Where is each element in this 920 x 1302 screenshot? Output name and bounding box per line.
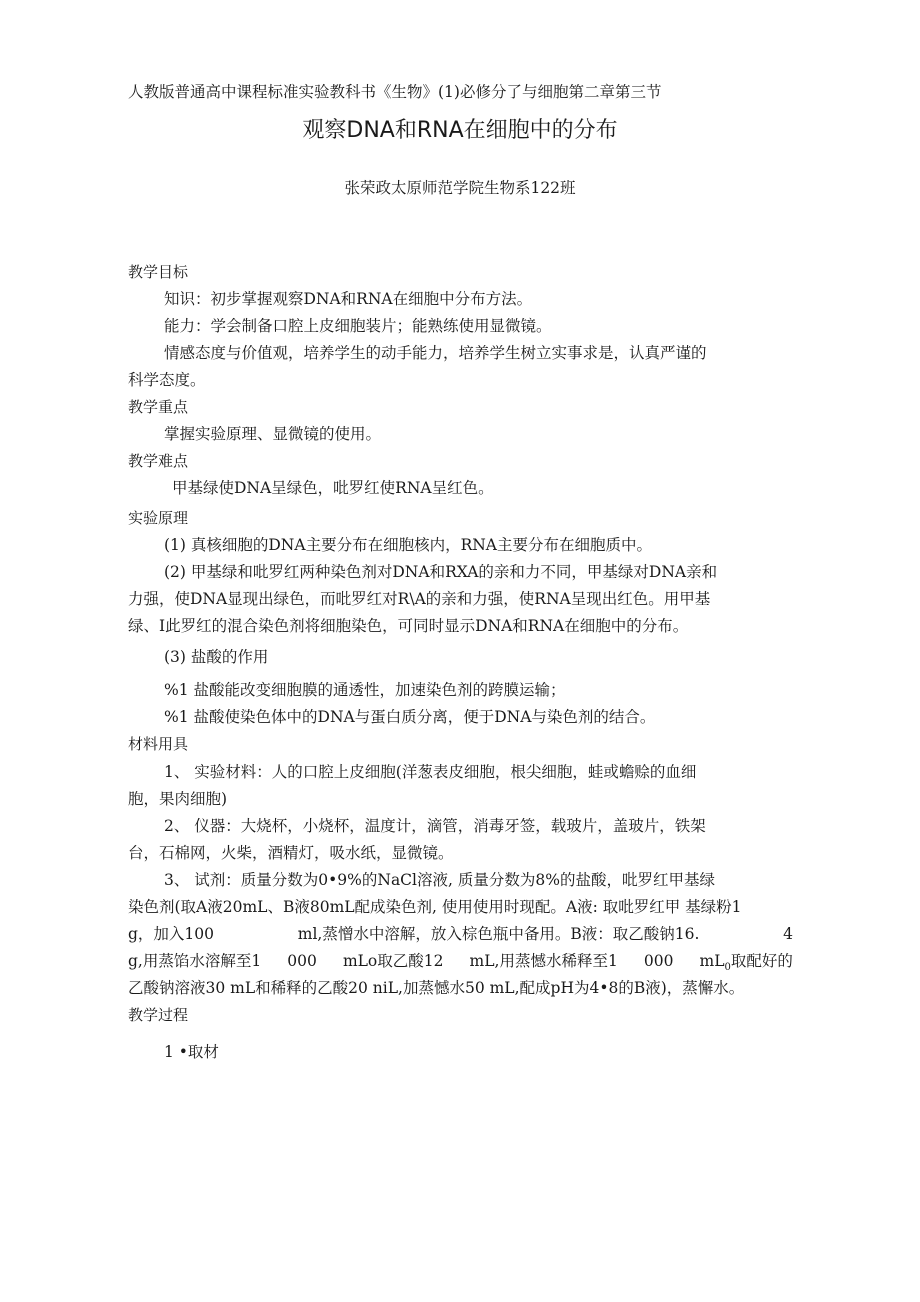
materials-m2-line2: 台，石棉网，火柴，酒精灯，吸水纸，显微镜。 bbox=[128, 844, 454, 862]
m3-line3-part-b: ml,蒸憎水中溶解，放入棕色瓶中备用。B液：取乙酸钠16. bbox=[297, 925, 700, 943]
objective-attitude-line1: 情感态度与价值观，培养学生的动手能力，培养学生树立实事求是，认真严谨的 bbox=[164, 344, 707, 362]
m3-line3-part-a: g，加入100 bbox=[128, 925, 215, 943]
key-point-text: 掌握实验原理、显微镜的使用。 bbox=[164, 425, 382, 443]
principle-heading: 实验原理 bbox=[128, 509, 189, 527]
page-title: 观察DNA和RNA在细胞中的分布 bbox=[302, 118, 618, 143]
materials-heading: 材料用具 bbox=[128, 735, 189, 753]
difficulty-heading: 教学难点 bbox=[128, 452, 189, 470]
objective-ability: 能力：学会制备口腔上皮细胞装片；能熟练使用显微镜。 bbox=[164, 317, 552, 335]
materials-m3-line1: 3、 试剂：质量分数为0•9%的NaCl溶液, 质量分数为8%的盐酸，吡罗红甲基绿 bbox=[164, 871, 715, 889]
m3-line4-subscript: 0 bbox=[724, 962, 731, 974]
principle-p3-b: %1 盐酸使染色体中的DNA与蛋白质分离，便于DNA与染色剂的结合。 bbox=[164, 708, 656, 726]
process-step1: 1 •取材 bbox=[164, 1043, 219, 1061]
m3-line4-part-d: mL,用蒸憾水稀释至1 bbox=[469, 952, 618, 970]
materials-m1-line2: 胞，果肉细胞) bbox=[128, 790, 228, 808]
m3-line3-part-c: 4 bbox=[783, 925, 793, 943]
m3-line4-unit: mL bbox=[699, 952, 725, 970]
header-subtitle: 人教版普通高中课程标准实验教科书《生物》(1)必修分了与细胞第二章第三节 bbox=[128, 83, 662, 101]
principle-p1: (1) 真核细胞的DNA主要分布在细胞核内，RNA主要分布在细胞质中。 bbox=[164, 536, 652, 554]
process-heading: 教学过程 bbox=[128, 1006, 189, 1024]
materials-m3-line2: 染色剂(取A液20mL、B液80mL配成染色剂, 使用使用时现配。A液: 取吡罗红甲 基绿粉1 bbox=[128, 898, 742, 916]
key-point-heading: 教学重点 bbox=[128, 398, 189, 416]
m3-line4-tail: 取配好的 bbox=[730, 952, 793, 970]
objective-knowledge: 知识：初步掌握观察DNA和RNA在细胞中分布方法。 bbox=[164, 290, 533, 308]
principle-p2-line2: 力强，使DNA显现出绿色，而吡罗红对R\A的亲和力强，使RNA呈现出红色。用甲基 bbox=[128, 590, 711, 608]
principle-p2-line1: (2) 甲基绿和吡罗红两种染色剂对DNA和RXA的亲和力不同，甲基绿对DNA亲和 bbox=[164, 563, 718, 581]
principle-p3: (3) 盐酸的作用 bbox=[164, 648, 269, 666]
m3-line4-part-a: g,用蒸馅水溶解至1 bbox=[128, 952, 262, 970]
materials-m3-line5: 乙酸钠溶液30 mL和稀释的乙酸20 niL,加蒸憾水50 mL,配成pH为4•8的B液)，蒸懈水。 bbox=[128, 979, 745, 997]
principle-p2-line3: 绿、I此罗红的混合染色剂将细胞染色，可同时显示DNA和RNA在细胞中的分布。 bbox=[128, 617, 689, 635]
m3-line4-part-f bbox=[700, 951, 793, 978]
materials-m3-line3 bbox=[128, 924, 793, 944]
author-line: 张荣政太原师范学院生物系122班 bbox=[344, 179, 576, 197]
difficulty-text: 甲基绿使DNA呈绿色，吡罗红使RNA呈红色。 bbox=[172, 479, 494, 497]
m3-line4-part-b: 000 bbox=[287, 952, 317, 970]
materials-m1-line1: 1、 实验材料：人的口腔上皮细胞(洋葱表皮细胞，根尖细胞，蛙或蟾赊的血细 bbox=[164, 763, 697, 781]
m3-line4-part-c: mLo取乙酸12 bbox=[342, 952, 444, 970]
m3-line4-part-e: 000 bbox=[643, 952, 674, 970]
principle-p3-a: %1 盐酸能改变细胞膜的通透性，加速染色剂的跨膜运输； bbox=[164, 681, 566, 699]
objectives-heading: 教学目标 bbox=[128, 263, 189, 281]
objective-attitude-line2: 科学态度。 bbox=[128, 371, 206, 389]
materials-m2-line1: 2、 仪器：大烧杯，小烧杯，温度计，滴管，消毒牙签，载玻片，盖玻片，铁架 bbox=[164, 817, 706, 835]
materials-m3-line4 bbox=[128, 951, 793, 978]
